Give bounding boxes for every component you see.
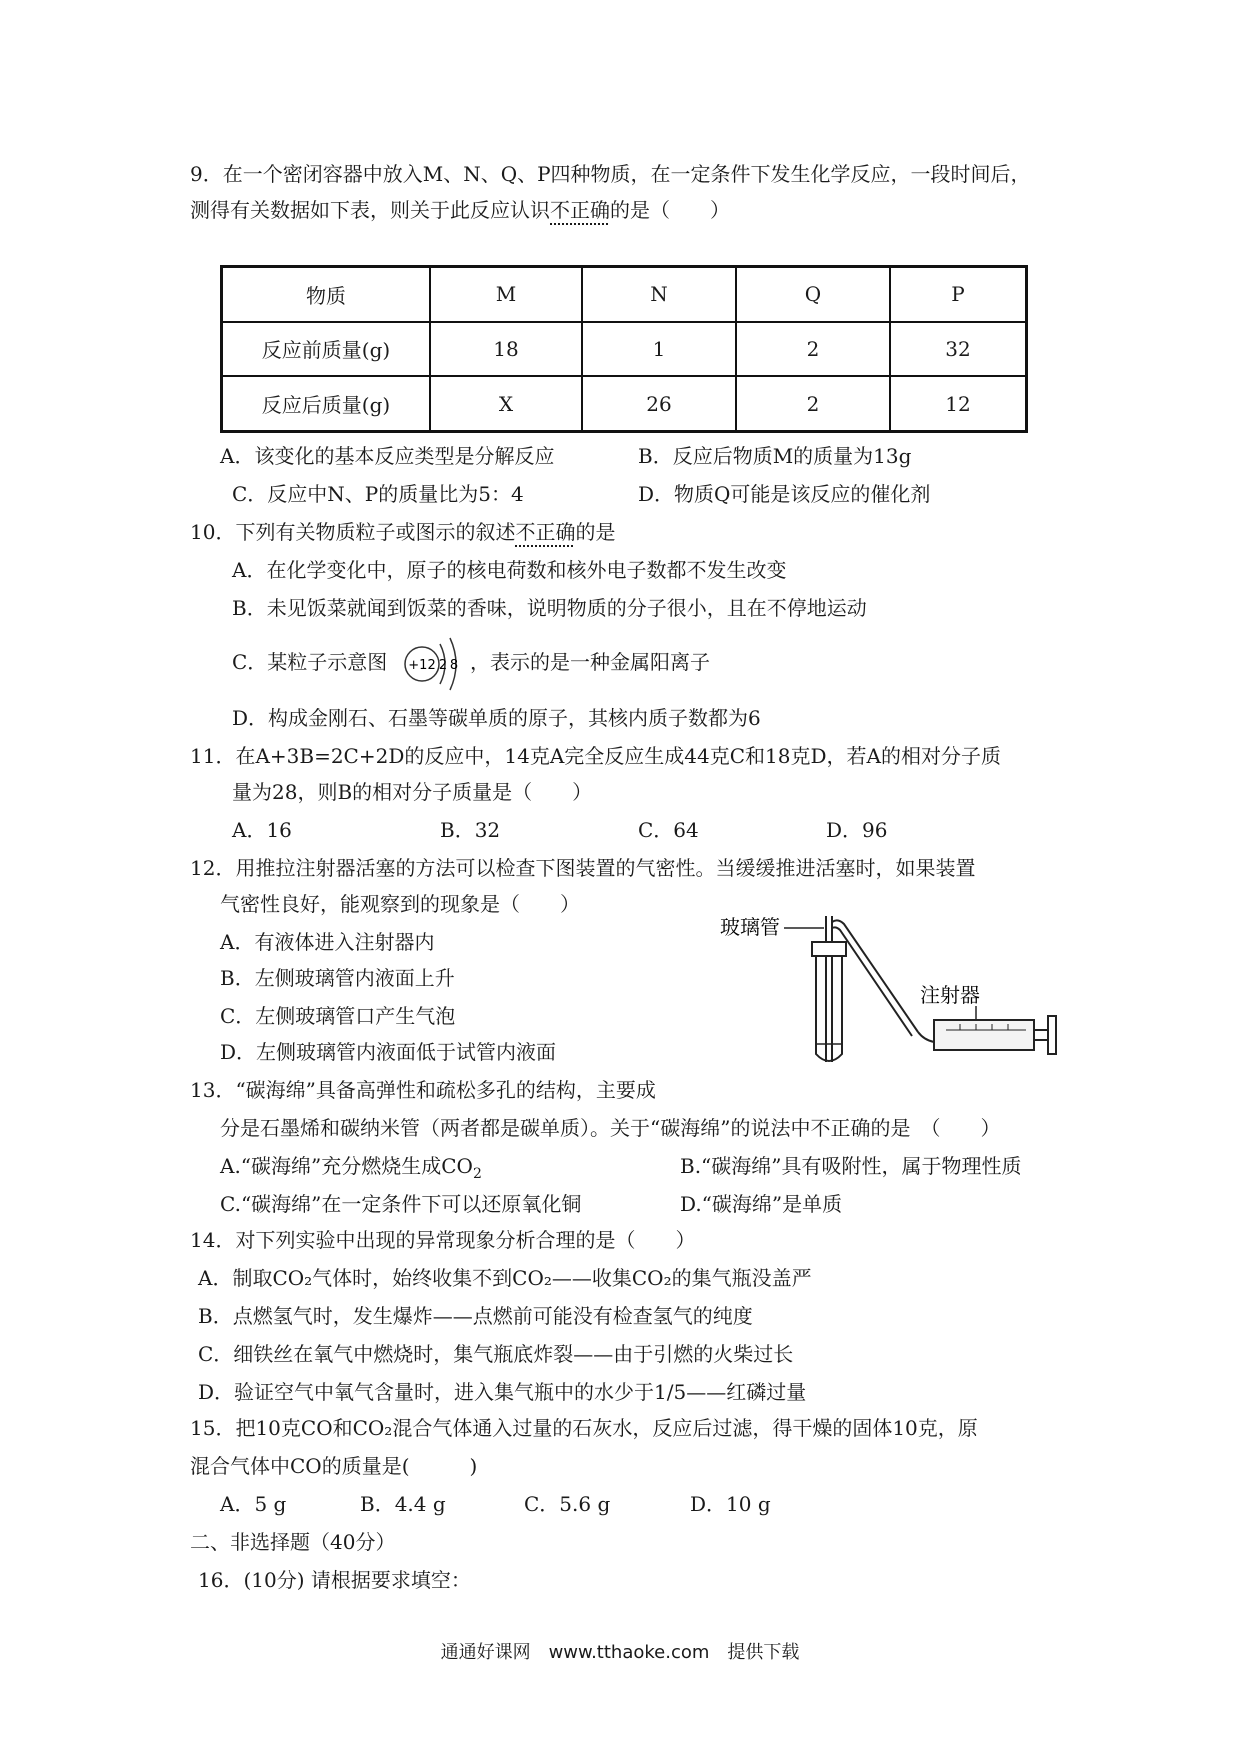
table-cell: 反应前质量(g) — [222, 322, 431, 376]
q14-option-a: A．制取CO₂气体时，始终收集不到CO₂——收集CO₂的集气瓶没盖严 — [198, 1266, 812, 1290]
q9-stem-emphasis: 不正确 — [550, 198, 610, 222]
q15-option-d: D．10 g — [690, 1492, 771, 1516]
q9-data-table — [220, 265, 1028, 433]
q16-stem: 16．(10分) 请根据要求填空： — [198, 1568, 471, 1592]
atom-nucleus-label: +12 — [408, 658, 436, 673]
q9-stem-line1: 9．在一个密闭容器中放入M、N、Q、P四种物质，在一定条件下发生化学反应，一段时间后， — [190, 162, 1031, 186]
q11-stem-line1: 11．在A+3B=2C+2D的反应中，14克A完全反应生成44克C和18克D，若A的相对分子质 — [190, 744, 1001, 768]
q9-stem-pre: 测得有关数据如下表，则关于此反应认识 — [190, 198, 550, 222]
q10-stem-post: 的是 — [575, 520, 616, 544]
q15-option-b: B．4.4 g — [360, 1492, 446, 1516]
table-header-row — [222, 267, 1027, 322]
table-cell: X — [430, 376, 582, 431]
q11-option-b: B．32 — [440, 818, 501, 842]
q9-stem-line2 — [190, 196, 730, 224]
q12-stem-line1: 12．用推拉注射器活塞的方法可以检查下图装置的气密性。当缓缓推进活塞时，如果装置 — [190, 856, 976, 880]
q13-option-b: B.“碳海绵”具有吸附性，属于物理性质 — [680, 1154, 1022, 1178]
q12-option-b: B．左侧玻璃管内液面上升 — [220, 966, 455, 990]
q13-option-c: C.“碳海绵”在一定条件下可以还原氧化铜 — [220, 1192, 582, 1216]
q11-stem-line2: 量为28，则B的相对分子质量是（ ） — [232, 780, 593, 804]
table-row — [222, 322, 1027, 376]
q9-option-a: A．该变化的基本反应类型是分解反应 — [220, 444, 555, 468]
q11-option-a: A．16 — [232, 818, 292, 842]
table-header-cell: 物质 — [222, 267, 431, 322]
q10-stem — [190, 518, 615, 546]
table-header-cell: M — [430, 267, 582, 322]
table-cell: 反应后质量(g) — [222, 376, 431, 431]
q13-option-a-text: A.“碳海绵”充分燃烧生成CO — [220, 1154, 473, 1178]
table-header-cell: Q — [736, 267, 890, 322]
q12-option-c: C．左侧玻璃管口产生气泡 — [220, 1004, 456, 1028]
q9-option-b: B．反应后物质M的质量为13g — [638, 444, 912, 468]
q14-option-b: B．点燃氢气时，发生爆炸——点燃前可能没有检查氢气的纯度 — [198, 1304, 753, 1328]
q10-option-c-post: ，表示的是一种金属阳离子 — [470, 650, 710, 674]
q12-stem-line2: 气密性良好，能观察到的现象是（ ） — [220, 892, 580, 916]
section-heading: 二、非选择题（40分） — [190, 1530, 396, 1554]
q15-option-c: C．5.6 g — [524, 1492, 611, 1516]
table-header-cell: P — [890, 267, 1027, 322]
table-cell: 18 — [430, 322, 582, 376]
table-header-cell: N — [582, 267, 736, 322]
q9-option-d: D．物质Q可能是该反应的催化剂 — [638, 482, 931, 506]
table-cell: 26 — [582, 376, 736, 431]
glass-tube-label: 玻璃管 — [720, 915, 780, 939]
q9-stem-post: 的是（ ） — [610, 198, 730, 222]
table-cell: 2 — [736, 322, 890, 376]
q13-stem-line1: 13．“碳海绵”具备高弹性和疏松多孔的结构，主要成 — [190, 1078, 656, 1102]
atom-shell2-electrons: 8 — [449, 658, 459, 673]
q10-option-c-pre: C．某粒子示意图 — [232, 650, 388, 674]
q13-option-a — [220, 1152, 482, 1188]
q12-option-d: D．左侧玻璃管内液面低于试管内液面 — [220, 1040, 557, 1064]
table-cell: 32 — [890, 322, 1027, 376]
q15-stem-line1: 15．把10克CO和CO₂混合气体通入过量的石灰水，反应后过滤，得干燥的固体10克，原 — [190, 1416, 978, 1440]
q14-stem: 14．对下列实验中出现的异常现象分析合理的是（ ） — [190, 1228, 696, 1252]
q14-option-d: D．验证空气中氧气含量时，进入集气瓶中的水少于1/5——红磷过量 — [198, 1380, 807, 1404]
q12-option-a: A．有液体进入注射器内 — [220, 930, 435, 954]
q14-option-c: C．细铁丝在氧气中燃烧时，集气瓶底炸裂——由于引燃的火柴过长 — [198, 1342, 794, 1366]
q15-option-a: A．5 g — [220, 1492, 287, 1516]
q11-option-d: D．96 — [826, 818, 888, 842]
q13-option-d: D.“碳海绵”是单质 — [680, 1192, 843, 1216]
q10-option-d: D．构成金刚石、石墨等碳单质的原子，其核内质子数都为6 — [232, 706, 761, 730]
table-cell: 1 — [582, 322, 736, 376]
q15-stem-line2: 混合气体中CO的质量是( ) — [190, 1454, 478, 1478]
table-row — [222, 376, 1027, 431]
q11-option-c: C．64 — [638, 818, 699, 842]
q10-option-b: B．未见饭菜就闻到饭菜的香味，说明物质的分子很小，且在不停地运动 — [232, 596, 867, 620]
q10-option-a: A．在化学变化中，原子的核电荷数和核外电子数都不发生改变 — [232, 558, 787, 582]
page-footer: 通通好课网 www.tthaoke.com 提供下载 — [440, 1642, 800, 1663]
syringe-label: 注射器 — [920, 983, 980, 1007]
atom-structure-diagram — [400, 630, 470, 694]
q10-stem-pre: 10．下列有关物质粒子或图示的叙述 — [190, 520, 516, 544]
table-cell: 2 — [736, 376, 890, 431]
table-cell: 12 — [890, 376, 1027, 431]
q9-option-c: C．反应中N、P的质量比为5：4 — [232, 482, 524, 506]
q13-stem-line2: 分是石墨烯和碳纳米管（两者都是碳单质）。关于“碳海绵”的说法中不正确的是 （ ） — [220, 1116, 1001, 1140]
apparatus-diagram — [720, 912, 1070, 1072]
q10-stem-emphasis: 不正确 — [515, 520, 576, 544]
atom-shell1-electrons: 2 — [438, 658, 448, 673]
q13-option-a-subscript: 2 — [472, 1166, 482, 1182]
